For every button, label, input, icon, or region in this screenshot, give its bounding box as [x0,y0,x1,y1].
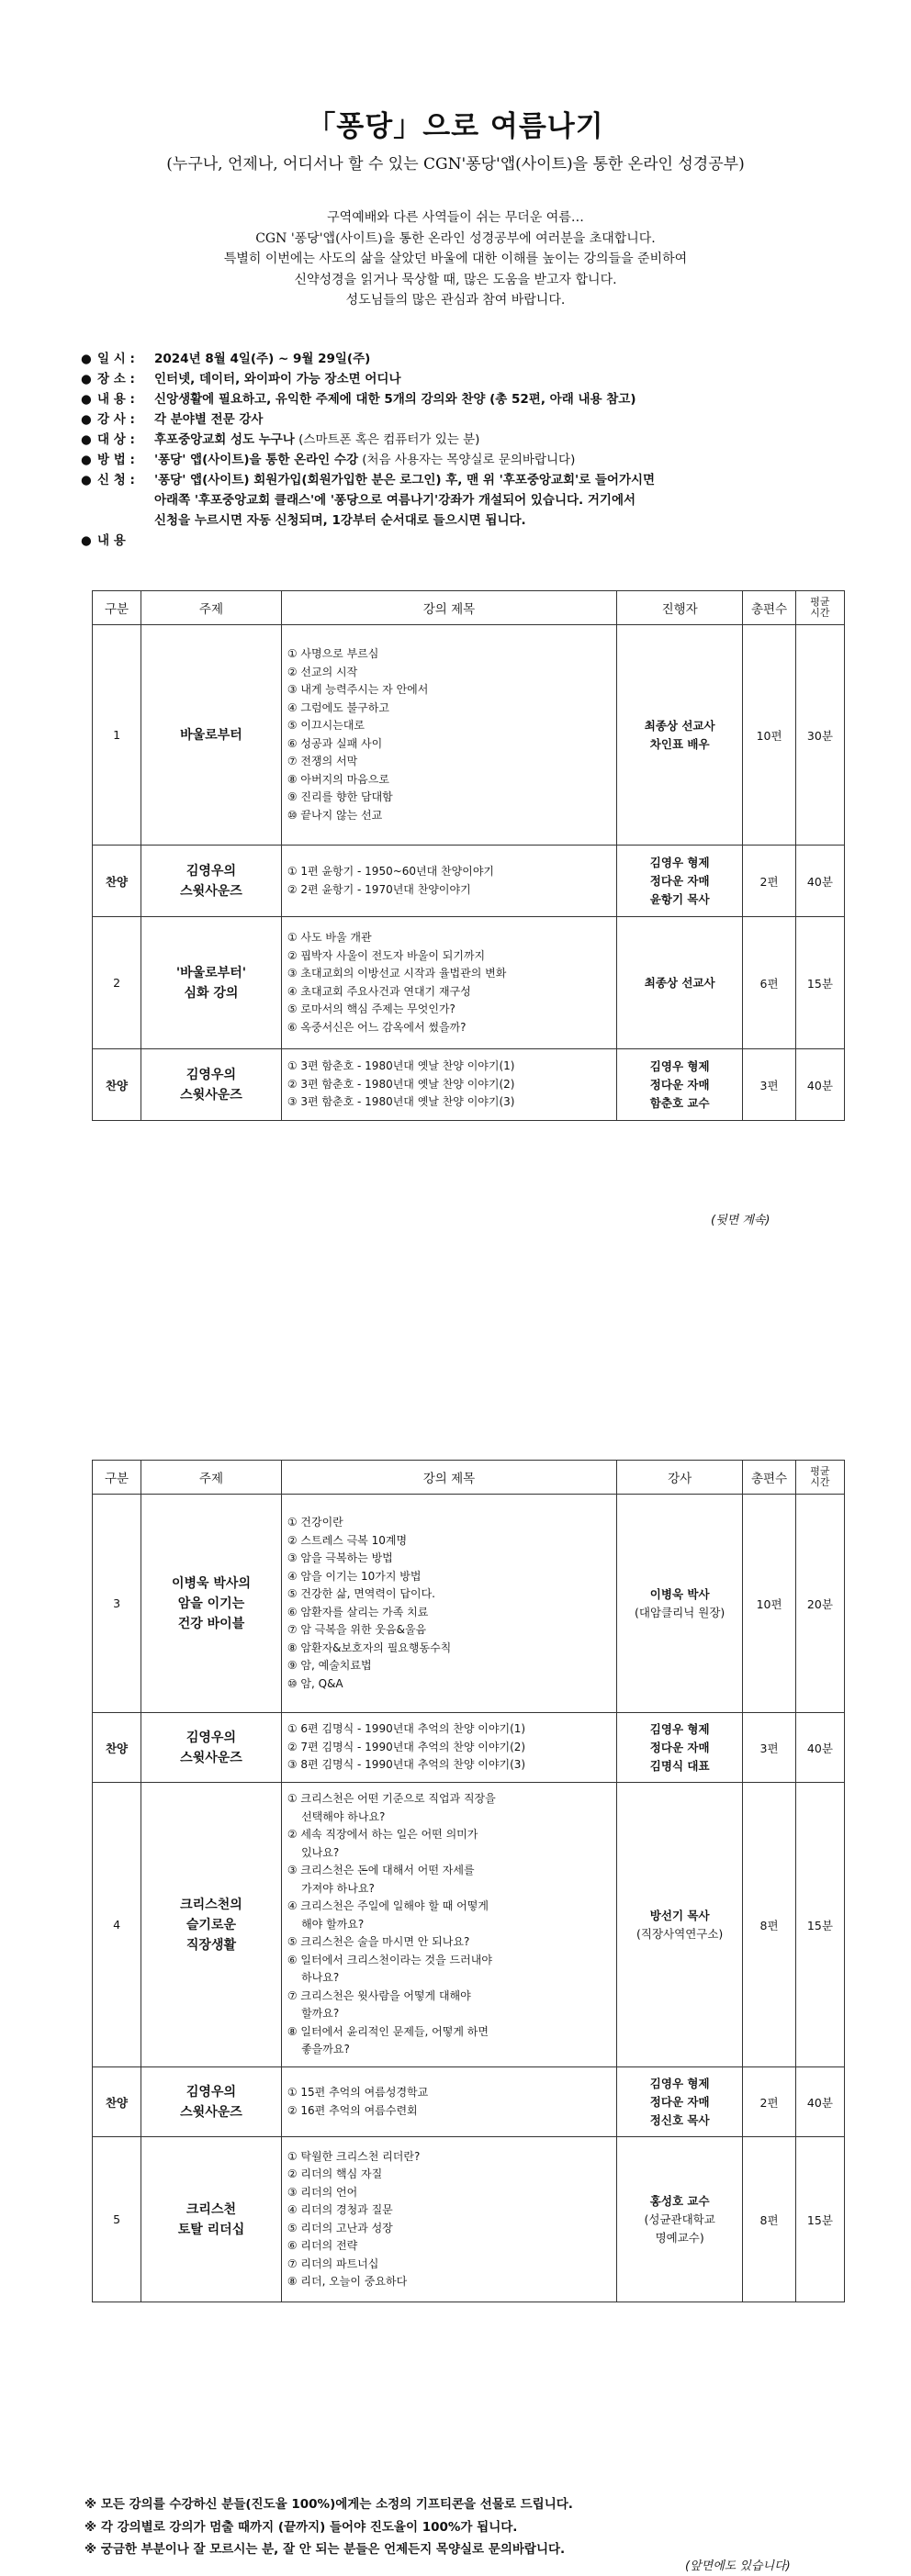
header-lecture: 강의 제목 [281,1461,616,1495]
header-topic: 주제 [141,1461,282,1495]
info-row-date [81,349,889,369]
info-label: 방 법 : [97,453,135,467]
info-row-place [81,369,889,389]
lecture-item: ⑧ 리더, 오늘이 중요하다 [287,2275,408,2288]
cell-instructor: 김영우 형제 정다운 자매 윤항기 목사 [617,846,743,917]
table-row [93,625,845,846]
lecture-item: ① 15편 추억의 여름성경학교 [287,2086,429,2099]
lecture-item: ④ 리더의 경청과 질문 [287,2203,393,2216]
apply-continued: 아래쪽 '후포중앙교회 클래스'에 '퐁당으로 여름나기'강좌가 개설되어 있습니다. 거기에서 [154,493,636,508]
cell-instructor: 김영우 형제 정다운 자매 함춘호 교수 [617,1049,743,1121]
cell-time: 40분 [795,2067,844,2137]
info-value: '퐁당' 앱(사이트)을 통한 온라인 수강 (처음 사용자는 목양실로 문의바랍니다) [154,453,576,467]
table-row [93,2137,845,2302]
cell-gubun: 5 [93,2137,141,2302]
info-value: 후포중앙교회 성도 누구나 (스마트폰 혹은 컴퓨터가 있는 분) [154,432,480,447]
cell-instructor: 홍성호 교수 (성균관대학교 명예교수) [617,2137,743,2302]
bullet-icon: ● [81,412,92,427]
lecture-item: ① 건강이란 [287,1516,343,1529]
cell-topic: 바울로부터 [141,625,282,846]
info-row-apply [81,470,889,490]
lecture-item: ⑩ 암, Q&A [287,1676,343,1690]
cell-topic: 김영우의 스윗사운즈 [141,1049,282,1121]
info-row-content [81,389,889,409]
lecture-item: ② 핍박자 사울이 전도자 바울이 되기까지 [287,948,486,962]
lecture-item: ⑩ 끝나지 않는 선교 [287,808,383,822]
lecture-item: ⑧ 아버지의 마음으로 [287,772,389,786]
lecture-item: ② 리더의 핵심 자질 [287,2167,383,2180]
lecture-item: ② 세속 직장에서 하는 일은 어떤 의미가 [287,1828,478,1842]
bullet-icon: ● [81,533,92,548]
cell-gubun: 찬양 [93,1049,141,1121]
lecture-item: ⑥ 성공과 실패 사이 [287,736,383,750]
cell-topic: 이병욱 박사의 암을 이기는 건강 바이블 [141,1495,282,1713]
lecture-item: ② 7편 김명식 - 1990년대 추억의 찬양 이야기(2) [287,1740,526,1753]
cell-lectures [281,1783,616,2067]
info-value: 2024년 8월 4일(주) ~ 9월 29일(주) [154,352,371,366]
lecture-item: ② 선교의 시작 [287,665,358,678]
info-label: 강 사 : [97,412,135,427]
cell-time: 30분 [795,625,844,846]
table-row [93,1049,845,1121]
lecture-item: 해야 할까요? [287,1917,365,1931]
lecture-item: ① 탁월한 크리스천 리더란? [287,2149,421,2163]
cell-episodes: 2편 [743,846,796,917]
info-value: 신앙생활에 필요하고, 유익한 주제에 대한 5개의 강의와 찬양 (총 52편, 아래 내용 참고) [154,392,636,407]
lecture-table-2 [92,1460,845,2302]
cell-gubun: 찬양 [93,846,141,917]
cell-instructor: 김영우 형제 정다운 자매 김명식 대표 [617,1713,743,1783]
table-header-row [93,591,845,625]
lecture-item: 좋을까요? [287,2043,350,2056]
intro-line: 특별히 이번에는 사도의 삶을 살았던 바울에 대한 이해를 높이는 강의들을 준비하여 [223,252,688,266]
lecture-item: ⑥ 옥중서신은 어느 감옥에서 썼을까? [287,1020,467,1034]
cell-time: 40분 [795,846,844,917]
lecture-item: ③ 8편 김명식 - 1990년대 추억의 찬양 이야기(3) [287,1758,526,1772]
lecture-item: ⑦ 크리스천은 윗사람을 어떻게 대해야 [287,1988,471,2002]
cell-topic: 김영우의 스윗사운즈 [141,1713,282,1783]
lecture-item: ③ 리더의 언어 [287,2185,358,2199]
cell-episodes: 3편 [743,1049,796,1121]
lecture-item: ⑤ 리더의 고난과 성장 [287,2221,393,2234]
cell-episodes: 10편 [743,625,796,846]
header-gubun: 구분 [93,1461,141,1495]
cell-instructor: 최종상 선교사 [617,917,743,1049]
lecture-item: 할까요? [287,2007,340,2021]
header-avg-time: 평균 시간 [795,591,844,625]
cell-topic: 크리스천의 슬기로운 직장생활 [141,1783,282,2067]
cell-topic: 김영우의 스윗사운즈 [141,2067,282,2137]
table-row [93,1495,845,1713]
lecture-item: ① 사도 바울 개관 [287,931,372,944]
cell-lectures [281,917,616,1049]
lecture-item: ⑨ 암, 예술치료법 [287,1659,372,1672]
info-value: '퐁당' 앱(사이트) 회원가입(회원가입한 분은 로그인) 후, 맨 위 '후포중앙교회'로 들어가시면 [154,473,656,487]
lecture-item: ① 크리스천은 어떤 기준으로 직업과 직장을 [287,1792,496,1806]
bullet-icon: ● [81,432,92,447]
info-label: 내 용 : [97,392,135,407]
lecture-item: ⑥ 일터에서 크리스천이라는 것을 드러내야 [287,1953,492,1966]
info-label: 일 시 : [97,352,135,366]
lecture-item: ③ 크리스천은 돈에 대해서 어떤 자세를 [287,1864,475,1877]
lecture-item: ② 16편 추억의 여름수련회 [287,2103,418,2117]
table-row [93,1713,845,1783]
info-row-instructor [81,409,889,430]
lecture-item: ① 1편 윤항기 - 1950~60년대 찬양이야기 [287,865,494,878]
cell-gubun: 찬양 [93,1713,141,1783]
cell-lectures [281,2067,616,2137]
lecture-item: ③ 내게 능력주시는 자 안에서 [287,683,429,696]
cell-episodes: 8편 [743,1783,796,2067]
table-row [93,917,845,1049]
lecture-item: ⑥ 리더의 전략 [287,2239,358,2252]
info-label: 신 청 : [97,473,135,487]
bullet-icon: ● [81,372,92,386]
info-value: 각 분야별 전문 강사 [154,412,264,427]
cell-gubun: 찬양 [93,2067,141,2137]
lecture-item: ② 2편 윤항기 - 1970년대 찬양이야기 [287,882,471,896]
lecture-item: ① 6편 김명식 - 1990년대 추억의 찬양 이야기(1) [287,1722,526,1736]
header-avg-time: 평균 시간 [795,1461,844,1495]
lecture-item: ④ 초대교회 주요사건과 연대기 재구성 [287,984,471,998]
lecture-item: ② 3편 함춘호 - 1980년대 옛날 찬양 이야기(2) [287,1077,515,1091]
cell-gubun: 4 [93,1783,141,2067]
table-header-row [93,1461,845,1495]
cell-episodes: 2편 [743,2067,796,2137]
lecture-item: ⑤ 로마서의 핵심 주제는 무엇인가? [287,1002,456,1015]
bullet-icon: ● [81,473,92,487]
header-episodes: 총편수 [743,1461,796,1495]
front-page-note: (앞면에도 있습니다) [685,2559,791,2573]
info-label: 내 용 [97,533,126,548]
intro-line: 구역예배와 다른 사역들이 쉬는 무더운 여름… [327,210,584,225]
page-title: 「퐁당」으로 여름나기 [307,110,604,143]
table-row [93,2067,845,2137]
lecture-item: ⑦ 전쟁의 서막 [287,755,358,767]
lecture-item: ① 사명으로 부르심 [287,647,379,660]
lecture-item: 있나요? [287,1845,340,1859]
footnote: ※ 모든 강의를 수강하신 분들(진도율 100%)에게는 소정의 기프티콘을 선물로 드립니다. [84,2497,573,2512]
cell-gubun: 2 [93,917,141,1049]
lecture-item: ③ 암을 극복하는 방법 [287,1551,393,1564]
cell-time: 15분 [795,2137,844,2302]
info-label: 장 소 : [97,372,135,386]
cell-topic: '바울로부터' 심화 강의 [141,917,282,1049]
cell-instructor: 방선기 목사 (직장사역연구소) [617,1783,743,2067]
bullet-icon: ● [81,453,92,467]
info-value: 인터넷, 데이터, 와이파이 가능 장소면 어디나 [154,372,401,386]
lecture-item: ⑦ 리더의 파트너십 [287,2257,379,2270]
cell-time: 40분 [795,1049,844,1121]
next-page-note: (뒷면 계속) [711,1214,770,1227]
lecture-item: ⑨ 진리를 향한 담대함 [287,790,393,803]
lecture-item: ⑤ 건강한 삶, 면역력이 답이다. [287,1587,435,1600]
lecture-item: 하나요? [287,1971,340,1985]
cell-episodes: 3편 [743,1713,796,1783]
footnote: ※ 각 강의별로 강의가 멈출 때까지 (끝까지) 들어야 진도율이 100%가 됩니다. [84,2519,518,2535]
lecture-item: ⑧ 일터에서 윤리적인 문제들, 어떻게 하면 [287,2024,489,2038]
cell-episodes: 6편 [743,917,796,1049]
cell-lectures [281,1049,616,1121]
cell-lectures [281,625,616,846]
lecture-item: ④ 암을 이기는 10가지 방법 [287,1569,422,1583]
cell-topic: 김영우의 스윗사운즈 [141,846,282,917]
info-row-contents-heading [81,531,889,551]
lecture-item: ④ 그럼에도 불구하고 [287,700,389,714]
intro-line: 성도님들의 많은 관심과 참여 바랍니다. [345,293,566,308]
header-topic: 주제 [141,591,282,625]
lecture-item: ① 3편 함춘호 - 1980년대 옛날 찬양 이야기(1) [287,1059,515,1073]
info-list [81,349,889,551]
info-row-method [81,450,889,470]
header-episodes: 총편수 [743,591,796,625]
header-lecture: 강의 제목 [281,591,616,625]
cell-gubun: 3 [93,1495,141,1713]
info-row-target [81,430,889,450]
intro-paragraph [0,207,911,311]
intro-line: 신약성경을 읽거나 묵상할 때, 많은 도움을 받고자 합니다. [294,272,617,287]
apply-continued: 신청을 누르시면 자동 신청되며, 1강부터 순서대로 들으시면 됩니다. [154,513,526,528]
lecture-item: ② 스트레스 극복 10계명 [287,1533,408,1547]
cell-time: 15분 [795,1783,844,2067]
lecture-item: ⑤ 크리스천은 술을 마시면 안 되나요? [287,1935,470,1949]
cell-instructor: 김영우 형제 정다운 자매 정신호 목사 [617,2067,743,2137]
cell-instructor: 최종상 선교사 차인표 배우 [617,625,743,846]
cell-time: 40분 [795,1713,844,1783]
cell-episodes: 10편 [743,1495,796,1713]
header-instructor: 진행자 [617,591,743,625]
info-label: 대 상 : [97,432,135,447]
page-subtitle: (누구나, 언제나, 어디서나 할 수 있는 CGN'퐁당'앱(사이트)을 통한 온라인 성경공부) [166,155,745,174]
header-gubun: 구분 [93,591,141,625]
cell-gubun: 1 [93,625,141,846]
cell-lectures [281,846,616,917]
lecture-item: 가져야 하나요? [287,1881,375,1895]
bullet-icon: ● [81,352,92,366]
cell-lectures [281,2137,616,2302]
intro-line: CGN '퐁당'앱(사이트)을 통한 온라인 성경공부에 여러분을 초대합니다. [255,230,656,246]
table-row [93,1783,845,2067]
footnote: ※ 궁금한 부분이나 잘 모르시는 분, 잘 안 되는 분들은 언제든지 목양실로 문의바랍니다. [84,2542,566,2557]
lecture-item: ⑤ 이끄시는대로 [287,719,365,732]
lecture-table-1 [92,590,845,1121]
bullet-icon: ● [81,392,92,407]
lecture-item: ④ 크리스천은 주일에 일해야 할 때 어떻게 [287,1899,489,1913]
lecture-item: ⑦ 암 극복을 위한 웃음&울음 [287,1623,427,1636]
lecture-item: 선택해야 하나요? [287,1809,386,1823]
cell-time: 15분 [795,917,844,1049]
cell-time: 20분 [795,1495,844,1713]
cell-topic: 크리스천 토탈 리더십 [141,2137,282,2302]
lecture-item: ⑥ 암환자를 살리는 가족 치료 [287,1605,429,1618]
table-row [93,846,845,917]
cell-lectures [281,1713,616,1783]
cell-episodes: 8편 [743,2137,796,2302]
footnotes [84,2493,573,2561]
lecture-item: ③ 3편 함춘호 - 1980년대 옛날 찬양 이야기(3) [287,1095,515,1109]
lecture-item: ③ 초대교회의 이방선교 시작과 율법관의 변화 [287,967,507,980]
lecture-item: ⑧ 암환자&보호자의 필요행동수칙 [287,1641,452,1654]
header-instructor: 강사 [617,1461,743,1495]
cell-instructor: 이병욱 박사 (대암클리닉 원장) [617,1495,743,1713]
cell-lectures [281,1495,616,1713]
